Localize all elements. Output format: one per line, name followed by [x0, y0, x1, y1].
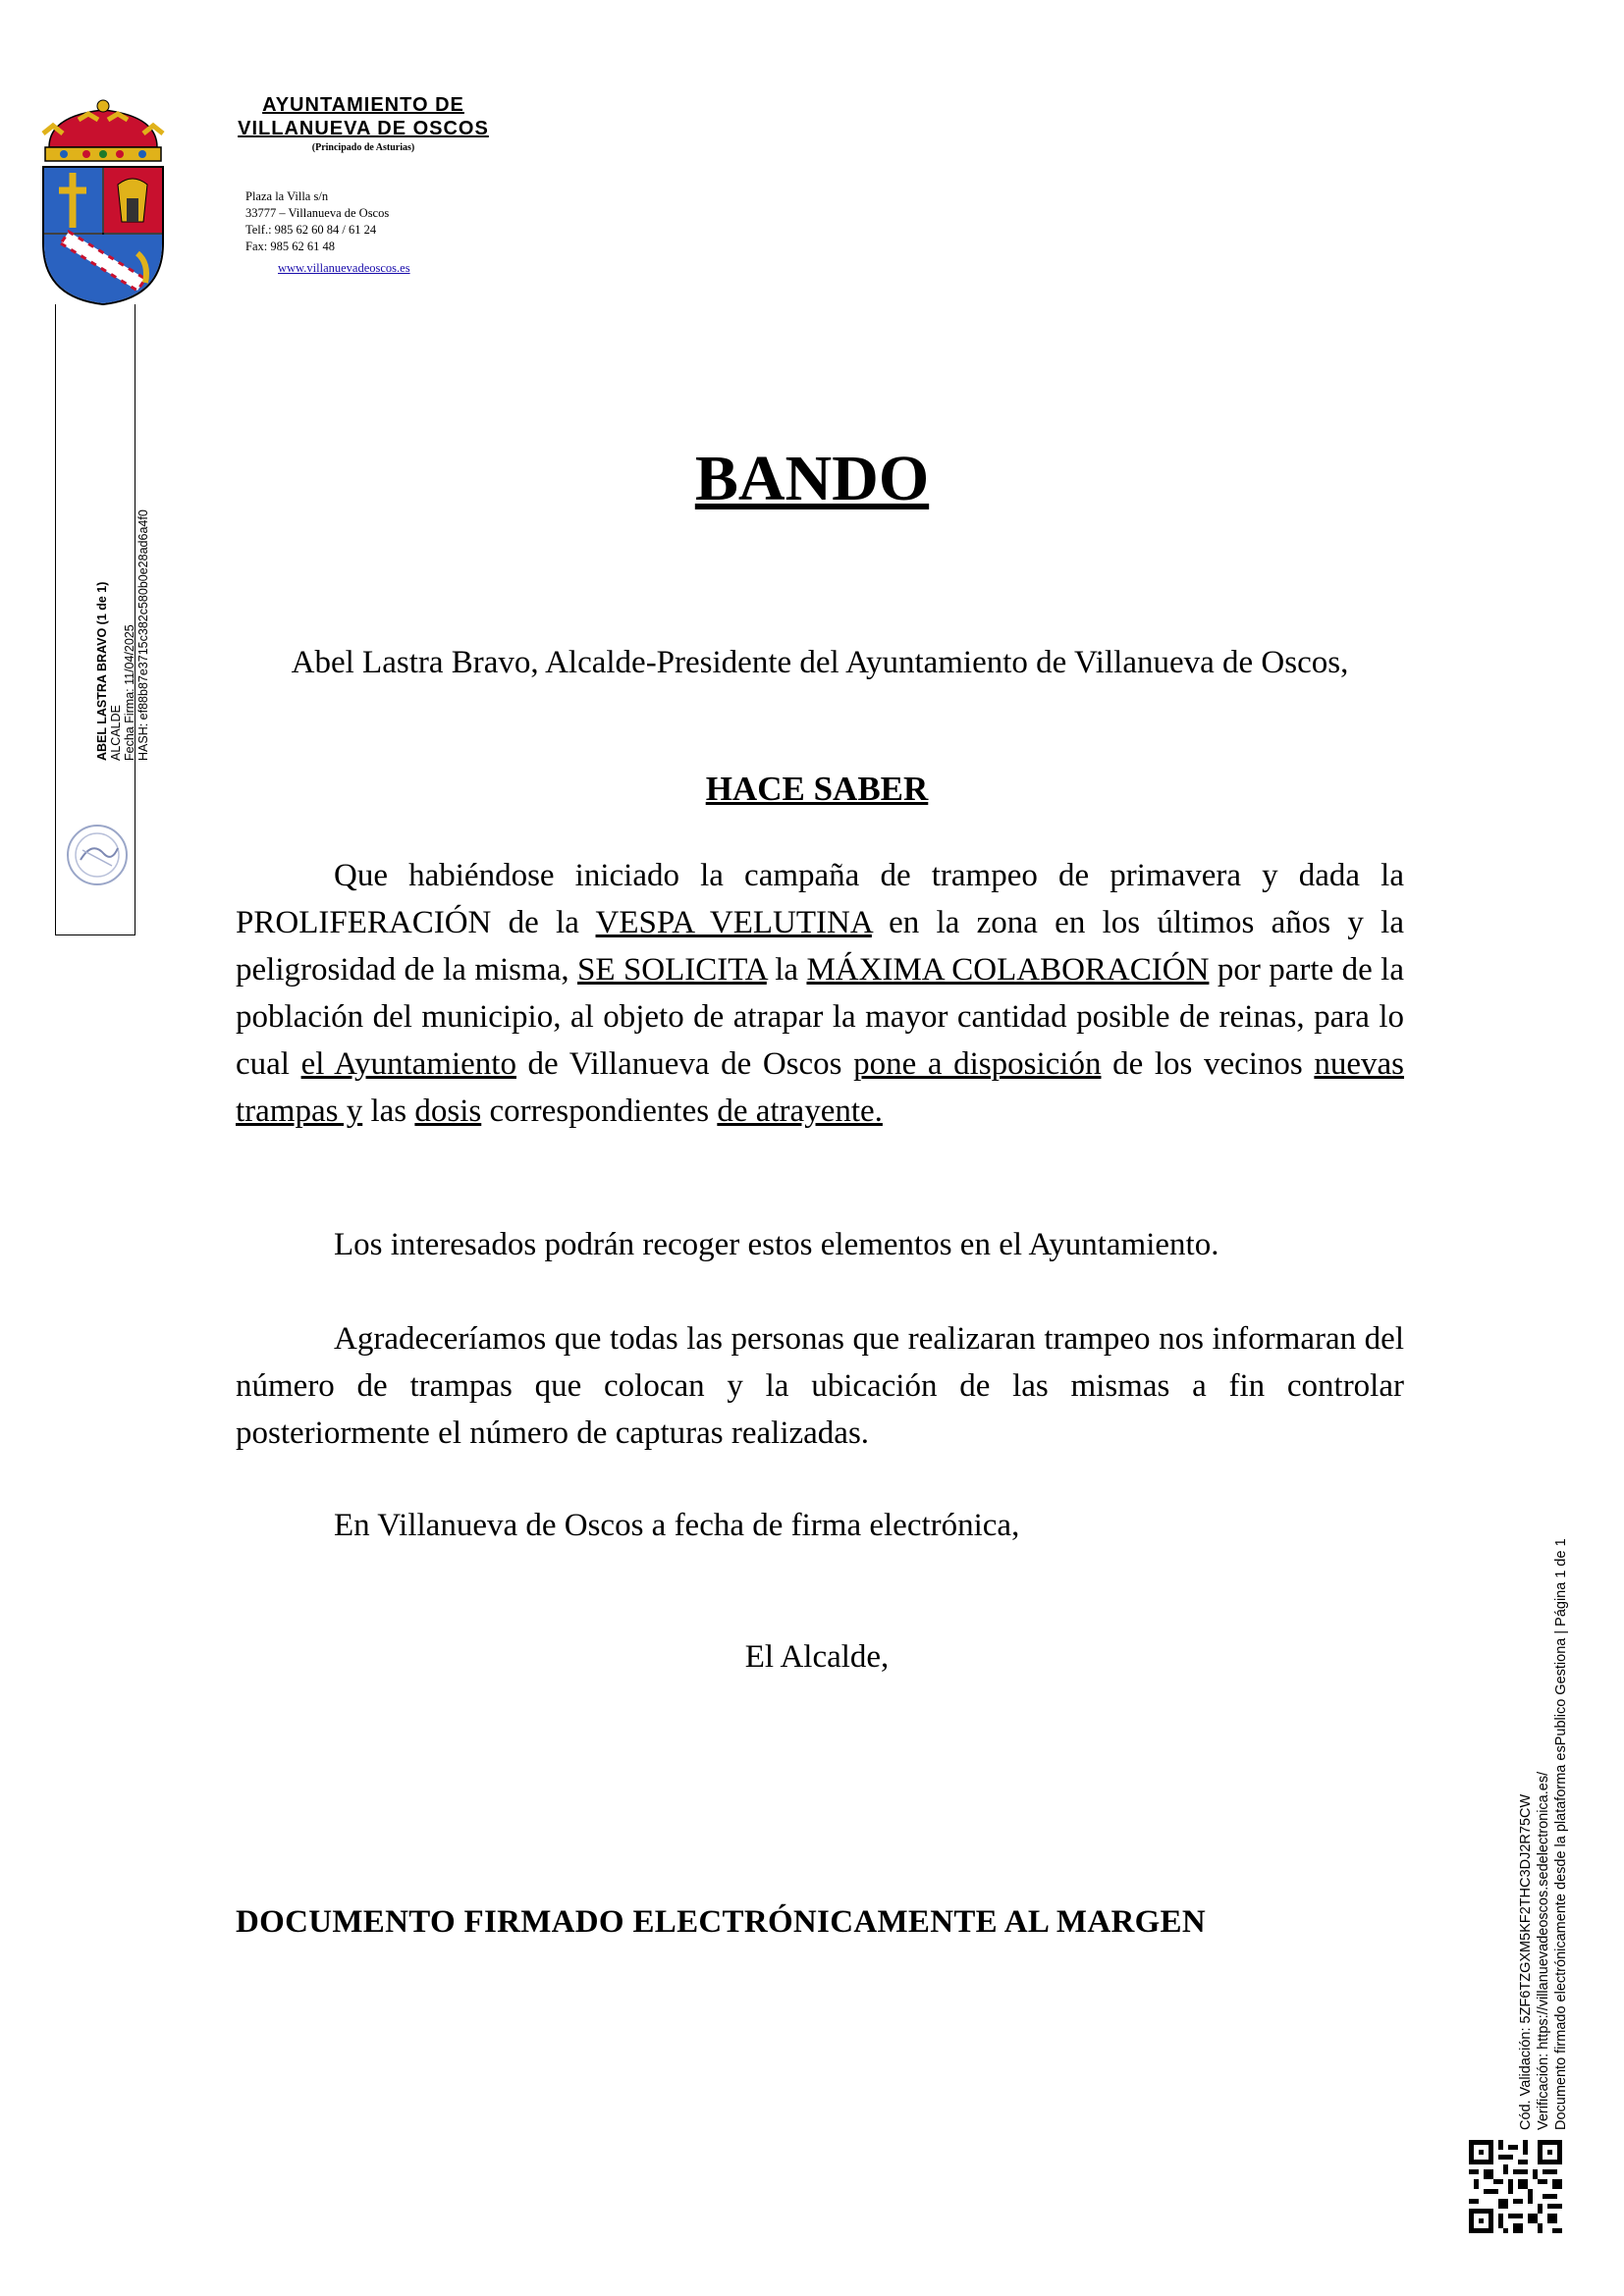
paragraph-date: En Villanueva de Oscos a fecha de firma electrónica,	[334, 1508, 1020, 1543]
signature-date: Fecha Firma: 11/04/2025	[123, 624, 136, 761]
validation-code: Cód. Validación: 5ZF6TZGXM5KF2THC3DJ2R75CW	[1518, 1793, 1534, 2130]
validation-url[interactable]: Verificación: https://villanuevadeoscos.sedelectronica.es/	[1536, 1771, 1551, 2130]
intro-text: Abel Lastra Bravo, Alcalde-Presidente del Ayuntamiento de Villanueva de Oscos,	[291, 645, 1349, 680]
organization-region: (Principado de Asturias)	[311, 142, 415, 153]
signature-hash: HASH: ef88b87e3715c382c580b0e28ad6a4f0	[136, 509, 150, 761]
contact-fax: Fax: 985 62 61 48	[245, 240, 335, 253]
contact-postal: 33777 – Villanueva de Oscos	[245, 206, 390, 220]
paragraph-request: Agradeceríamos que todas las personas que realizaran trampeo nos informaran del número de trampas que colocan y la ubicación de las mismas a fin controlar posteriormente el número de capturas realizadas.	[236, 1321, 1404, 1451]
signer-title: El Alcalde,	[744, 1639, 890, 1675]
contact-block	[245, 188, 389, 255]
validation-platform: Documento firmado electrónicamente desde la plataforma esPublico Gestiona | Página 1 de 1	[1553, 1538, 1569, 2130]
signature-stamp-icon	[63, 821, 132, 889]
organization-name-line2: VILLANUEVA DE OSCOS	[238, 118, 489, 139]
contact-phone: Telf.: 985 62 60 84 / 61 24	[245, 223, 377, 237]
page-title: BANDO	[694, 443, 930, 514]
contact-address: Plaza la Villa s/n	[245, 189, 329, 203]
paragraph-pickup: Los interesados podrán recoger estos elementos en el Ayuntamiento.	[334, 1227, 1219, 1262]
signer-name: ABEL LASTRA BRAVO (1 de 1)	[95, 581, 109, 761]
signer-role: ALCALDE	[109, 705, 123, 761]
footer-notice: DOCUMENTO FIRMADO ELECTRÓNICAMENTE AL MARGEN	[236, 1904, 1206, 1940]
qr-code-icon	[1469, 2140, 1562, 2233]
section-heading: HACE SABER	[705, 770, 929, 808]
organization-name-line1: AYUNTAMIENTO DE	[262, 94, 464, 116]
paragraph-campaign: Que habiéndose iniciado la campaña de trampeo de primavera y dada la PROLIFERACIÓN de la VESPA VELUTINA en la zona en los últimos años y la peligrosidad de la misma, SE SOLICITA la MÁXIMA COLABORACIÓN por parte de la población del municipio, al objeto de atrapar la mayor cantidad posible de reinas, para lo cual el Ayuntamiento de Villanueva de Oscos pone a disposición de los vecinos nuevas trampas y las dosis correspondientes de atrayente.	[236, 858, 1405, 1129]
coat-of-arms-logo	[29, 96, 177, 307]
website-link[interactable]: www.villanuevadeoscos.es	[278, 261, 410, 275]
organization-name	[187, 93, 540, 140]
